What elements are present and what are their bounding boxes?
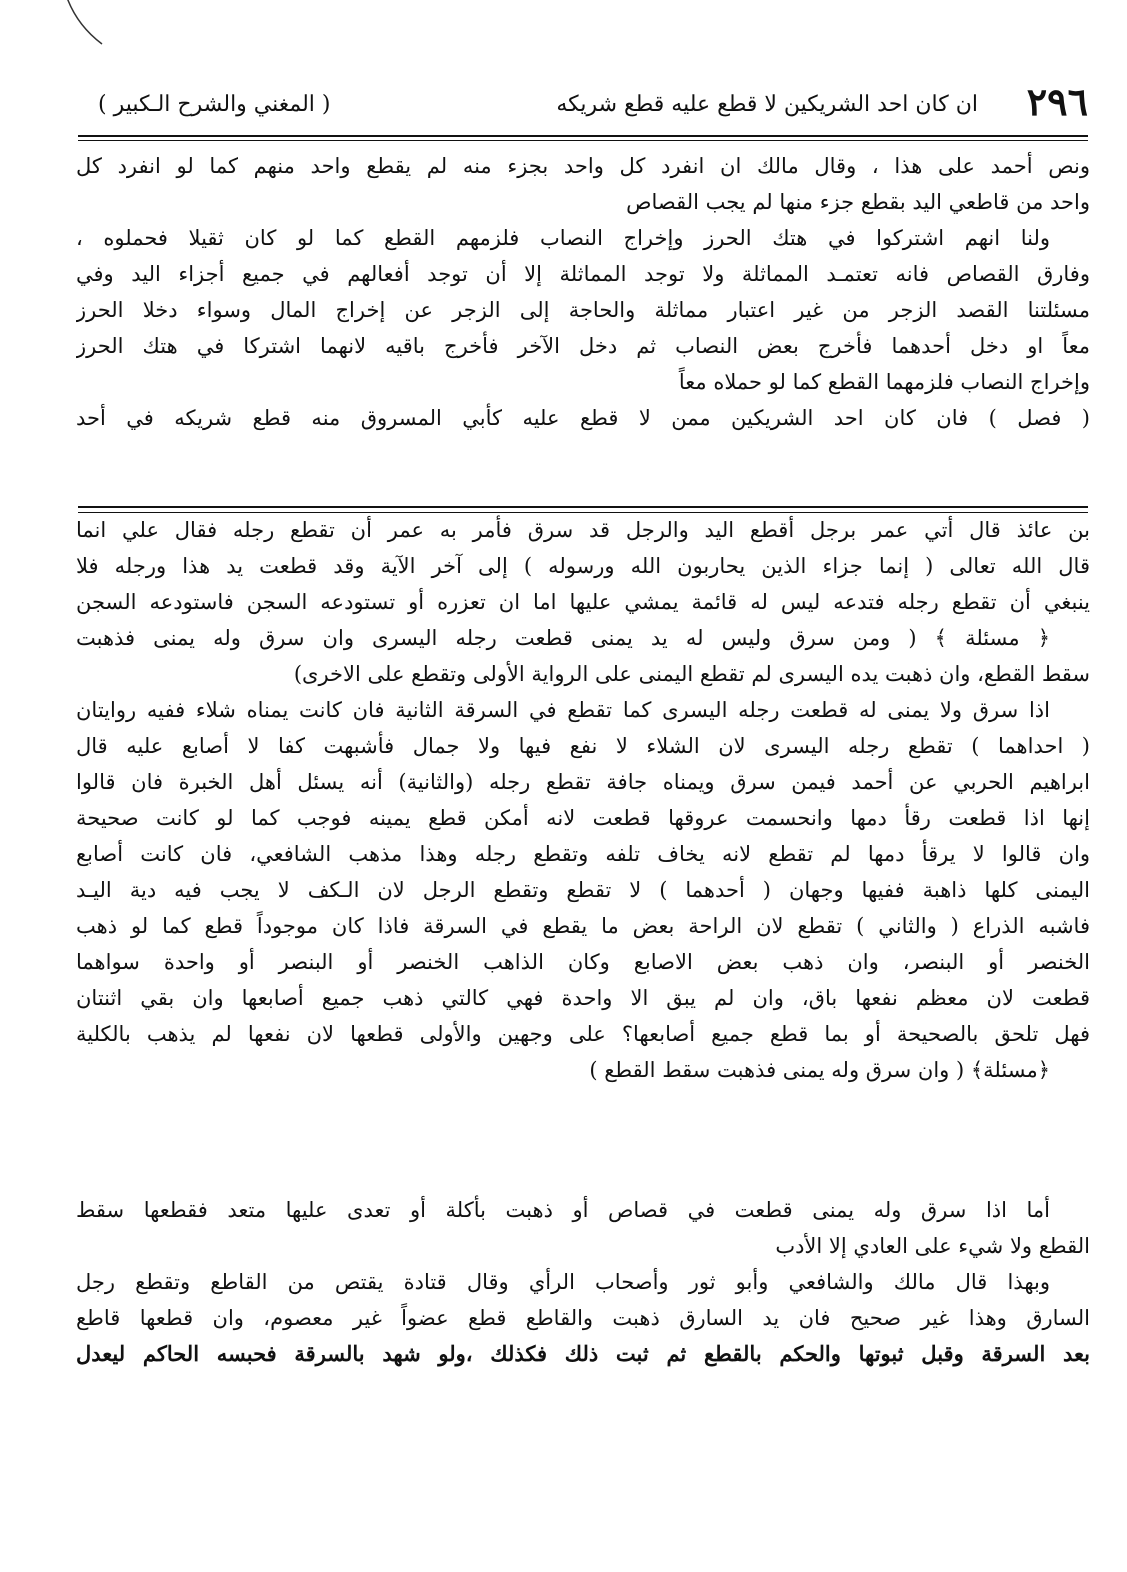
text-line: قطعت لان معظم نفعها باق، وان لم يبق الا واحدة فهي كالتي ذهب جميع أصابعها وان بقي اثنتان bbox=[76, 986, 1090, 1010]
text-line: مسئلتنا القصد الزجر من غير اعتبار مماثلة والحاجة إلى الزجر عن إخراج المال وسواء دخلا الحرز bbox=[76, 298, 1090, 322]
text-line: ( احداهما ) تقطع رجله اليسرى لان الشلاء لا نفع فيها ولا جمال فأشبهت كفا لا أصابع عليه قال bbox=[76, 734, 1090, 758]
text-line: ولنا انهم اشتركوا في هتك الحرز وإخراج النصاب فلزمهم القطع كما لو كان ثقيلا فحملوه ، bbox=[76, 226, 1050, 250]
text-line: إنها اذا قطعت رقأ دمها وانحسمت عروقها قطعت لانه أمكن قطع يمينه فوجب كما لو كانت صحيحة bbox=[76, 806, 1090, 830]
page-header bbox=[78, 79, 1088, 128]
middle-text-block bbox=[76, 512, 1090, 1088]
text-line: سقط القطع، وان ذهبت يده اليسرى لم تقطع اليمنى على الرواية الأولى وتقطع على الاخرى) bbox=[293, 662, 1090, 686]
upper-text-block bbox=[76, 148, 1090, 436]
text-line: اذا سرق ولا يمنى له قطعت رجله اليسرى كما تقطع في السرقة الثانية فان كانت يمناه شلاء ففيه روايتان bbox=[76, 698, 1050, 722]
page-number: ٢٩٦ bbox=[1026, 79, 1088, 124]
section-heading: ( فصل ) فان كان احد الشريكين ممن لا قطع عليه كأبي المسروق منه قطع شريكه في أحد bbox=[76, 406, 1090, 430]
text-line: بن عائذ قال أتي عمر برجل أقطع اليد والرجل قد سرق فأمر به عمر أن تقطع رجله فقال علي انما bbox=[76, 518, 1090, 542]
text-line: فهل تلحق بالصحيحة أو بما قطع جميع أصابعها؟ على وجهين والأولى قطعها لان نفعها لم يذهب بالكلية bbox=[76, 1022, 1090, 1046]
text-line: وبهذا قال مالك والشافعي وأبو ثور وأصحاب الرأي وقال قتادة يقتص من القاطع وتقطع رجل bbox=[76, 1270, 1050, 1294]
text-line: الخنصر أو البنصر، وان ذهب بعض الاصابع وكان الذاهب الخنصر أو البنصر أو واحدة سواهما bbox=[76, 950, 1090, 974]
text-line: ينبغي أن تقطع رجله فتدعه ليس له قائمة يمشي عليها اما ان تعزره أو تستودعه السجن فاستودعه السجن bbox=[76, 590, 1090, 614]
text-line: بعد السرقة وقبل ثبوتها والحكم بالقطع ثم ثبت ذلك فكذلك ،ولو شهد بالسرقة فحبسه الحاكم ليعدل bbox=[76, 1341, 1090, 1366]
text-line: معاً او دخل أحدهما فأخرج بعض النصاب ثم دخل الآخر فأخرج باقيه لانهما اشتركا في هتك الحرز bbox=[76, 334, 1090, 358]
text-line: اليمنى كلها ذاهبة ففيها وجهان ( أحدهما ) لا تقطع وتقطع الرجل لان الـكف لا يجب فيه دية اليـد bbox=[76, 878, 1090, 902]
text-line: فاشبه الذراع ( والثاني ) تقطع لان الراحة بعض ما يقطع في السرقة فاذا كان موجوداً قطع كما لو ذهب bbox=[76, 914, 1090, 938]
text-line: قال الله تعالى ( إنما جزاء الذين يحاربون الله ورسوله ) إلى آخر الآية وقد قطعت يد هذا ورجله فلا bbox=[76, 554, 1090, 578]
lower-text-block bbox=[76, 1192, 1090, 1372]
book-title: ( المغني والشرح الـكبير ) bbox=[98, 92, 331, 117]
issue-heading: ﴿ مسئلة ﴾ ( ومن سرق وليس له يد يمنى قطعت رجله اليسرى وان سرق وله يمنى فذهبت bbox=[76, 626, 1050, 650]
header-rule-thin bbox=[78, 140, 1088, 141]
text-line: وفارق القصاص فانه تعتمـد المماثلة ولا توجد المماثلة إلا أن توجد أفعالهم في جميع أجزاء اليد وفي bbox=[76, 262, 1090, 286]
running-title: ان كان احد الشريكين لا قطع عليه قطع شريكه bbox=[556, 92, 978, 117]
text-line: أما اذا سرق وله يمنى قطعت في قصاص أو ذهبت بأكلة أو تعدى عليها متعد فقطعها سقط bbox=[76, 1198, 1050, 1222]
text-line: وإخراج النصاب فلزمهما القطع كما لو حملاه معاً bbox=[678, 370, 1090, 394]
text-line: ابراهيم الحربي عن أحمد فيمن سرق ويمناه جافة تقطع رجله (والثانية) أنه يسئل أهل الخبرة فان قالوا bbox=[76, 770, 1090, 794]
section-rule bbox=[78, 506, 1088, 508]
text-line: القطع ولا شيء على العادي إلا الأدب bbox=[775, 1234, 1090, 1258]
text-line: واحد من قاطعي اليد بقطع جزء منها لم يجب القصاص bbox=[626, 190, 1090, 214]
text-line: ونص أحمد على هذا ، وقال مالك ان انفرد كل واحد بجزء منه لم يقطع واحد منهم كما لو انفرد كل bbox=[76, 154, 1090, 178]
text-line: السارق وهذا غير صحيح فان يد السارق ذهبت والقاطع قطع عضواً غير معصوم، وان قطعها قاطع bbox=[76, 1306, 1090, 1330]
header-rule bbox=[78, 135, 1088, 137]
page-corner-curve bbox=[40, 0, 120, 60]
issue-heading: ﴿مسئلة﴾ ( وان سرق وله يمنى فذهبت سقط القطع ) bbox=[589, 1058, 1050, 1082]
text-line: وان قالوا لا يرقأ دمها لم تقطع لانه يخاف تلفه وتقطع رجله وهذا مذهب الشافعي، فان كانت أصابع bbox=[76, 842, 1090, 866]
